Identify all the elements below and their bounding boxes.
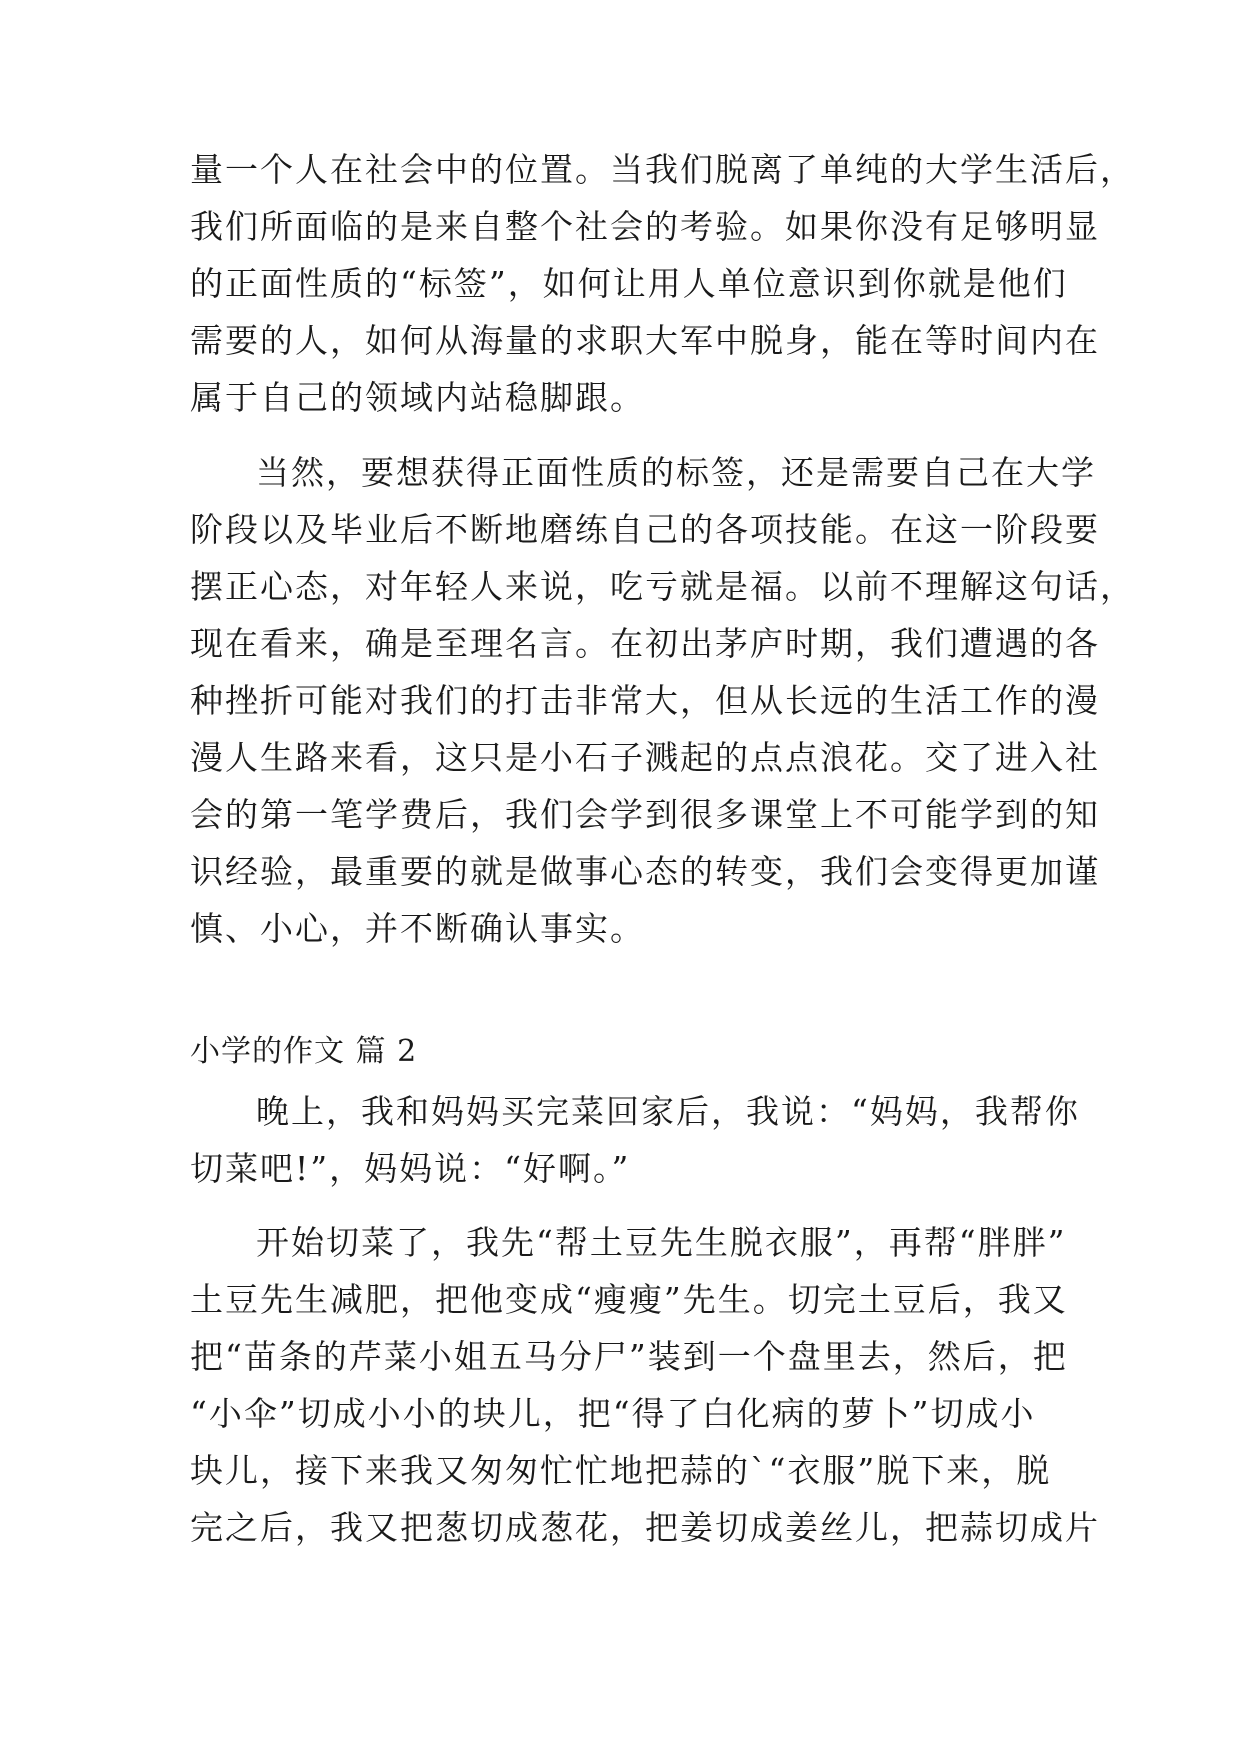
text-line: “小伞”切成小小的块儿，把“得了白化病的萝卜”切成小 [190,1394,1036,1433]
text-line: 切菜吧!”，妈妈说：“好啊。” [190,1149,631,1188]
text-line: 把“苗条的芹菜小姐五马分尸”装到一个盘里去，然后，把 [190,1337,1068,1376]
text-line: 我们所面临的是来自整个社会的考验。如果你没有足够明显 [190,207,1100,246]
text-line: 摆正心态，对年轻人来说，吃亏就是福。以前不理解这句话， [190,567,1135,606]
text-line: 的正面性质的“标签”，如何让用人单位意识到你就是他们 [190,264,1068,303]
text-line: 识经验，最重要的就是做事心态的转变，我们会变得更加谨 [190,852,1100,891]
text-line: 慎、小心，并不断确认事实。 [190,909,645,948]
text-line: 量一个人在社会中的位置。当我们脱离了单纯的大学生活后， [190,150,1135,189]
text-line: 漫人生路来看，这只是小石子溅起的点点浪花。交了进入社 [190,738,1100,777]
text-line: 土豆先生减肥，把他变成“瘦瘦”先生。切完土豆后，我又 [190,1280,1068,1319]
text-line: 需要的人，如何从海量的求职大军中脱身，能在等时间内在 [190,321,1100,360]
text-line: 当然，要想获得正面性质的标签，还是需要自己在大学 [256,453,1096,492]
text-line: 会的第一笔学费后，我们会学到很多课堂上不可能学到的知 [190,795,1100,834]
text-line: 现在看来，确是至理名言。在初出茅庐时期，我们遭遇的各 [190,624,1100,663]
text-line: 属于自己的领域内站稳脚跟。 [190,378,645,417]
text-line: 种挫折可能对我们的打击非常大，但从长远的生活工作的漫 [190,681,1100,720]
text-line: 完之后，我又把葱切成葱花，把姜切成姜丝儿，把蒜切成片 [190,1508,1100,1547]
section-heading: 小学的作文 篇 2 [190,1034,418,1069]
text-line: 阶段以及毕业后不断地磨练自己的各项技能。在这一阶段要 [190,510,1100,549]
text-line: 块儿，接下来我又匆匆忙忙地把蒜的`“衣服”脱下来，脱 [190,1451,1052,1490]
text-line: 晚上，我和妈妈买完菜回家后，我说：“妈妈，我帮你 [256,1092,1080,1131]
text-line: 开始切菜了，我先“帮土豆先生脱衣服”，再帮“胖胖” [256,1223,1067,1262]
